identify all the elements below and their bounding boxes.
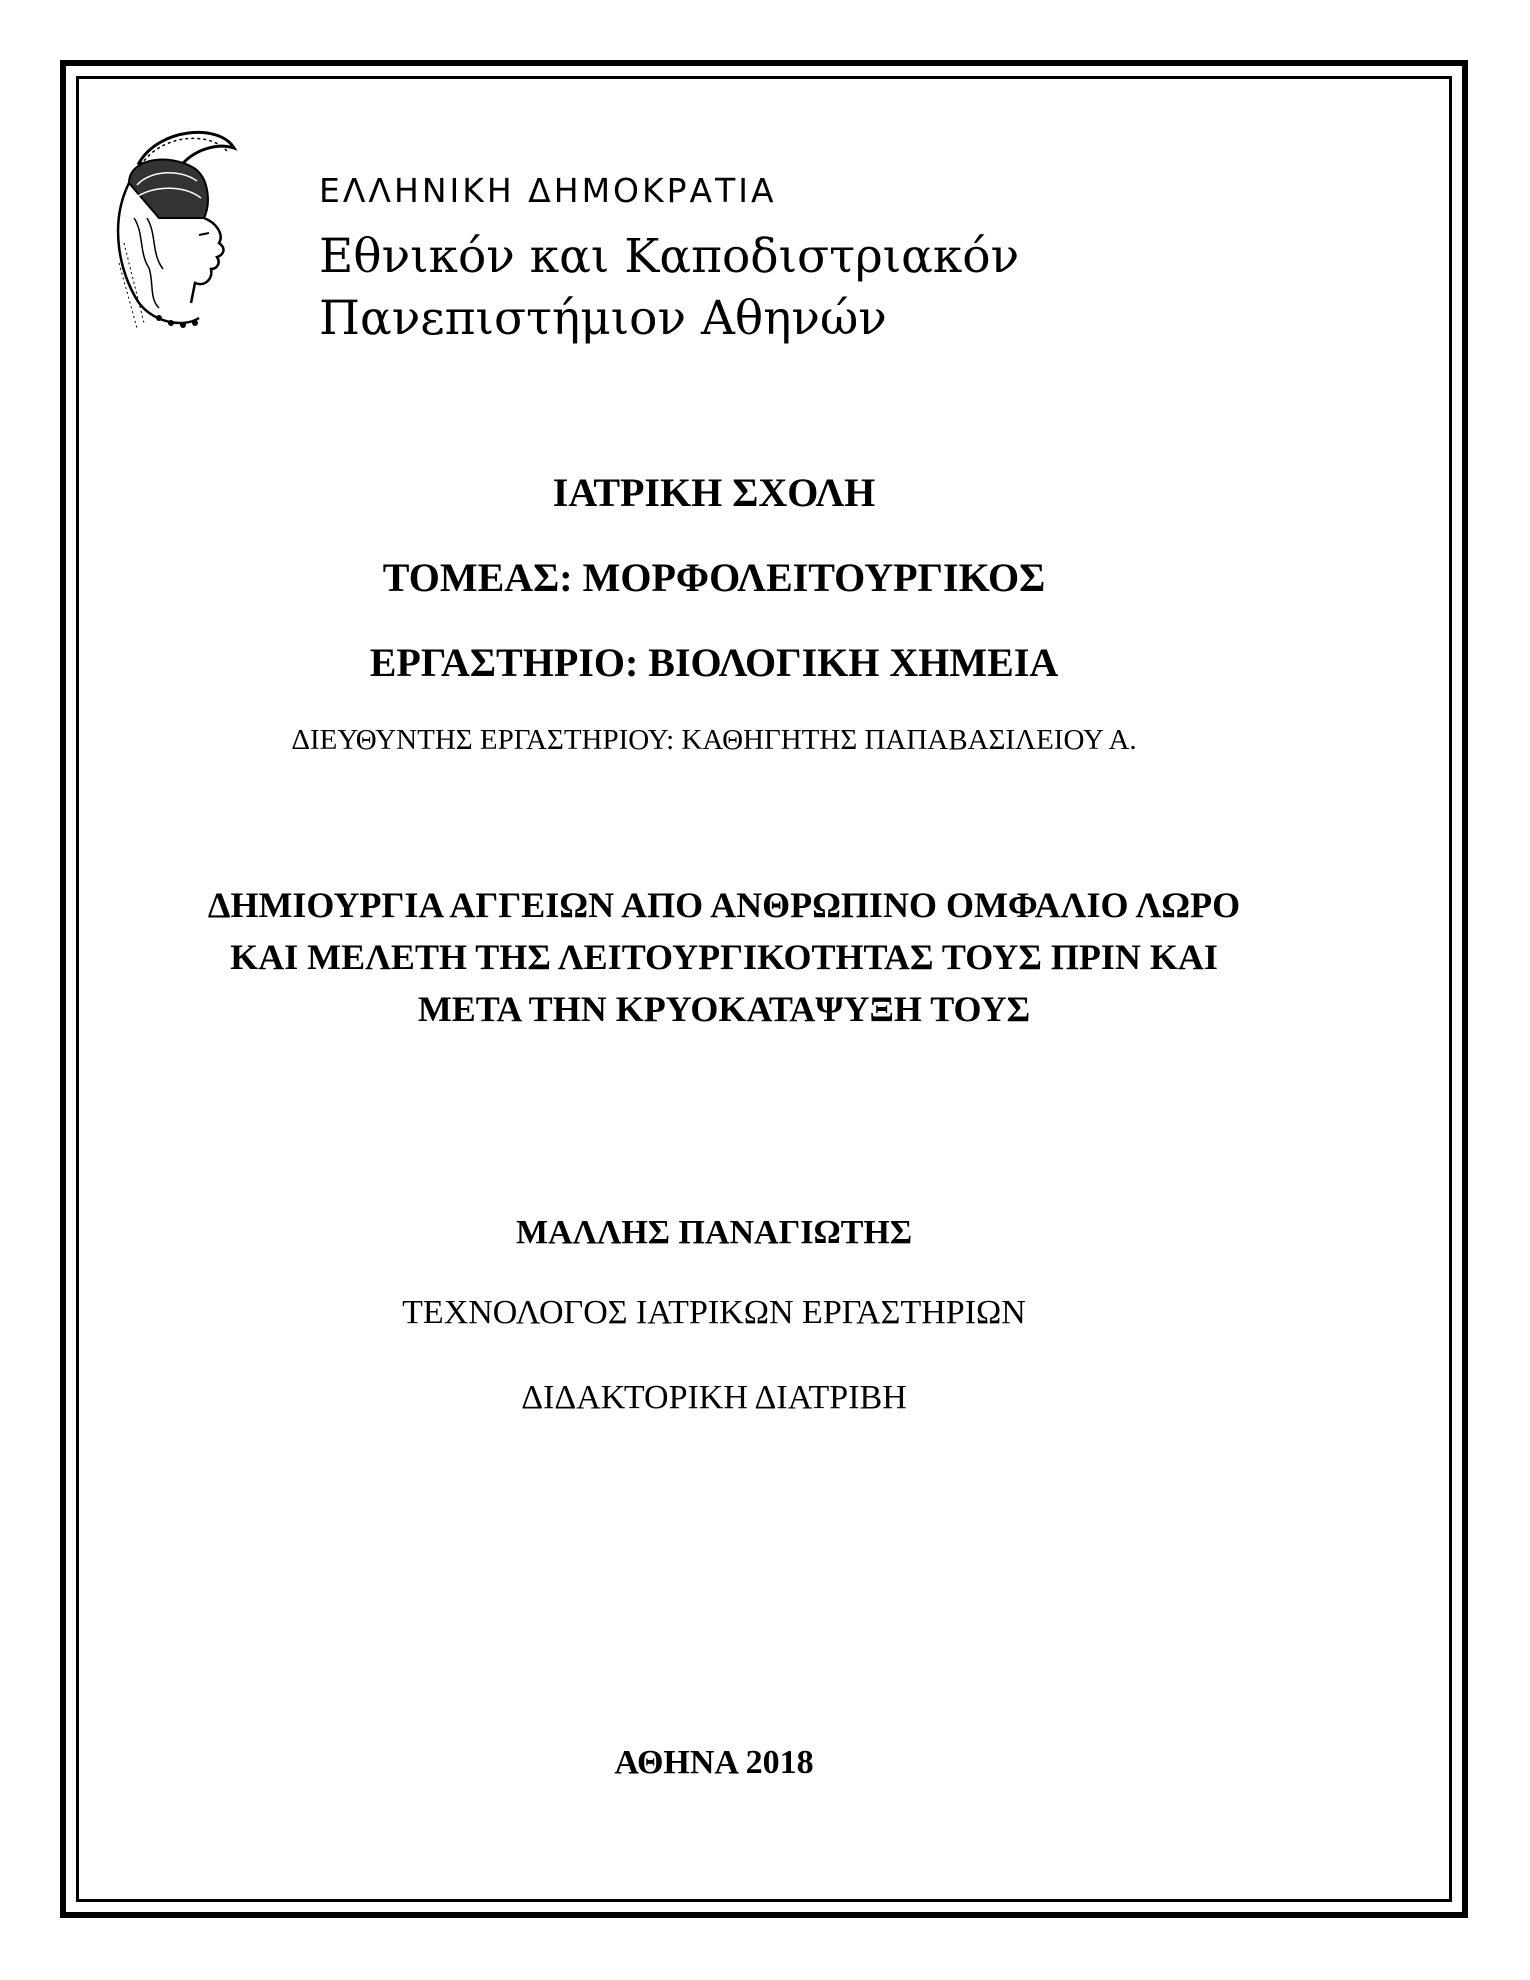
country-heading: ΕΛΛΗΝΙΚΗ ΔΗΜΟΚΡΑΤΙΑ (319, 171, 777, 210)
university-name-line1: Εθνικόν και Καποδιστριακόν (319, 229, 1020, 284)
cover-page (79, 79, 1449, 1899)
laboratory-heading: ΕΡΓΑΣΤΗΡΙΟ: ΒΙΟΛΟΓΙΚΗ ΧΗΜΕΙΑ (369, 640, 1059, 685)
director-line: ΔΙΕΥΘΥΝΤΗΣ ΕΡΓΑΣΤΗΡΙΟΥ: ΚΑΘΗΓΗΤΗΣ ΠΑΠΑΒΑΣΙΛΕΙΟΥ Α. (291, 724, 1137, 756)
sector-heading: ΤΟΜΕΑΣ: ΜΟΡΦΟΛΕΙΤΟΥΡΓΙΚΟΣ (382, 555, 1046, 600)
school-heading: ΙΑΤΡΙΚΗ ΣΧΟΛΗ (552, 470, 876, 515)
thesis-title-line1: ΔΗΜΙΟΥΡΓΙΑ ΑΓΓΕΙΩΝ ΑΠΟ ΑΝΘΡΩΠΙΝΟ ΟΜΦΑΛΙΟ ΛΩΡΟ (207, 885, 1241, 925)
university-name-line2: Πανεπιστήμιον Αθηνών (319, 291, 887, 346)
author-name: ΜΑΛΛΗΣ ΠΑΝΑΓΙΩΤΗΣ (515, 1214, 913, 1251)
thesis-title (79, 879, 1369, 1035)
document-type: ΔΙΔΑΚΤΟΡΙΚΗ ΔΙΑΤΡΙΒΗ (521, 1379, 907, 1416)
athena-emblem-icon (99, 123, 249, 343)
author-role: ΤΕΧΝΟΛΟΓΟΣ ΙΑΤΡΙΚΩΝ ΕΡΓΑΣΤΗΡΙΩΝ (402, 1294, 1026, 1331)
thesis-title-line3: ΜΕΤΑ ΤΗΝ ΚΡΥΟΚΑΤΑΨΥΞΗ ΤΟΥΣ (417, 989, 1031, 1029)
city-year: ΑΘΗΝΑ 2018 (614, 1744, 814, 1781)
thesis-title-line2: ΚΑΙ ΜΕΛΕΤΗ ΤΗΣ ΛΕΙΤΟΥΡΓΙΚΟΤΗΤΑΣ ΤΟΥΣ ΠΡΙΝ ΚΑΙ (230, 937, 1218, 977)
